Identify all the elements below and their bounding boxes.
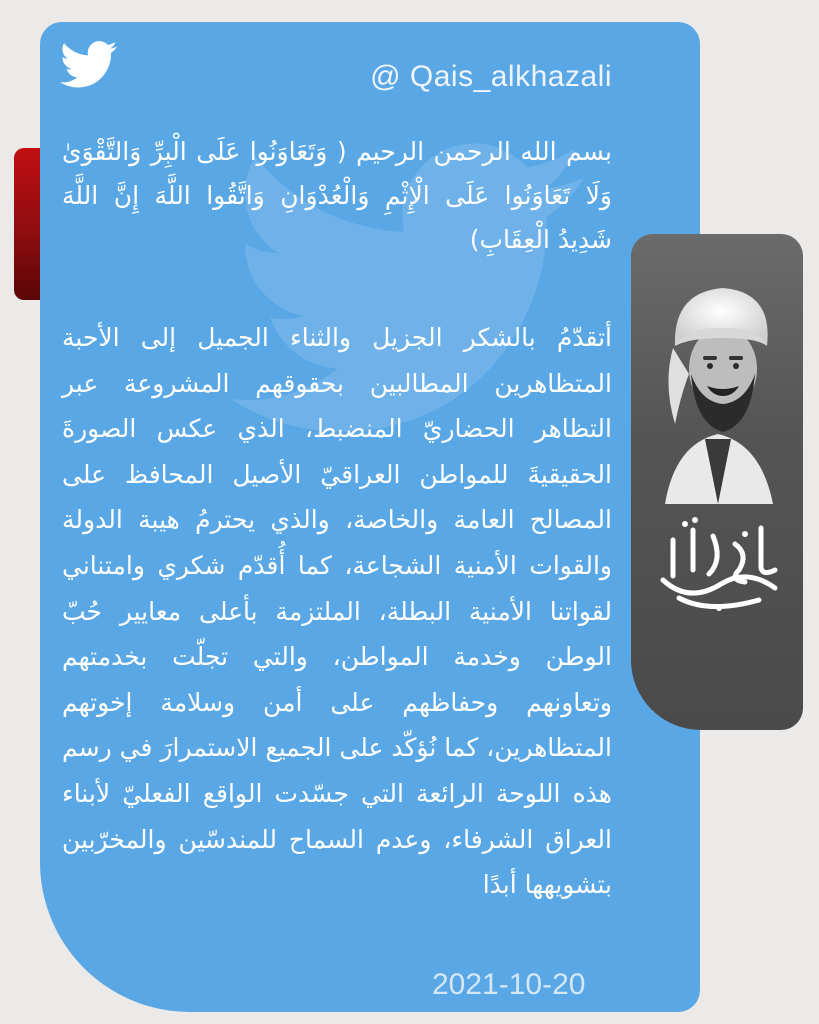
twitter-bird-icon <box>60 40 118 90</box>
portrait-icon <box>645 274 791 504</box>
portrait-panel <box>631 234 803 730</box>
statement-text: أتقدّمُ بالشكر الجزيل والثناء الجميل إلى الأحبة المتظاهرين المطالبين بحقوقهم المشروعة عبر التظاهر الحضاريّ المنضبط، الذي عكس الصورةَ الحقيقيةَ للمواطن العراقيّ الأصيل المحافظ على المصالح العامة والخاصة، والذي يحترمُ هيبة الدولة والقوات الأمنية الشجاعة، كما أُقدّم شكري وامتناني لقواتنا الأمنية البطلة، الملتزمة بأعلى معايير حُبّ الوطن وخدمة المواطن، والتي تجلّت بخدمتهم وتعاونهم وحفاظهم على أمن وسلامة إخوتهم المتظاهرين، كما نُؤكّد على الجميع الاستمرارَ في رسم هذه اللوحة الرائعة التي جسّدت الواقع الفعليّ لأبناء العراق الشرفاء، وعدم السماح للمندسّين والمخرّبين بتشويهها أبدًا <box>62 323 612 900</box>
calligraphy-signature-icon <box>649 510 789 620</box>
post-date: 2021-10-20 <box>432 968 586 1001</box>
verse-text: بسم الله الرحمن الرحيم ( وَتَعَاوَنُوا عَلَى الْبِرِّ وَالتَّقْوَىٰ وَلَا تَعَاوَنُوا عَلَى الْإِثْمِ وَالْعُدْوَانِ وَاتَّقُوا اللَّهَ إِنَّ اللَّهَ شَدِيدُ الْعِقَابِ) <box>62 137 612 254</box>
account-handle[interactable]: @ Qais_alkhazali <box>370 60 612 93</box>
tweet-card <box>40 22 700 1012</box>
